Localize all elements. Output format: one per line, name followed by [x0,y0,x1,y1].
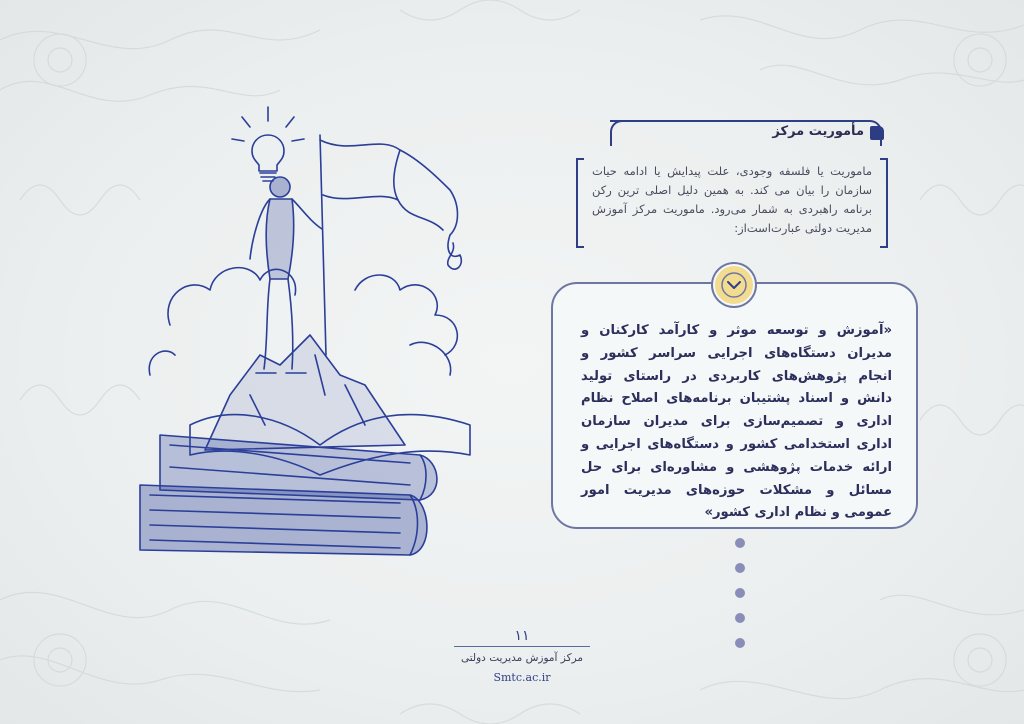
organization-name: مرکز آموزش مدیریت دولتی [460,652,584,664]
mission-quote-box [551,282,918,529]
dot [735,588,745,598]
footer-rule [454,646,590,647]
mission-text: «آموزش و توسعه موثر و کارآمد کارکنان و مدیران دستگاه‌های اجرایی سراسر کشور و انجام پژوهش‌های کاربردی در راستای تولید دانش و اسناد پشتیبان برنامه‌های اصلاح نظام اداری و تصمیم‌سازی برای مدیران سازمان اداری استخدامی کشور و دستگاه‌های اجرایی و ارائه خدمات پژوهشی و مشاوره‌ای برای حل مسائل و مشکلات حوزه‌های مدیریت امور عمومی و نظام اداری کشور» [581,323,892,521]
chevron-down-icon [713,264,755,306]
lightbulb-icon [232,107,304,181]
page-footer [452,628,592,688]
dot [735,613,745,623]
section-title: مأموریت مرکز [772,124,864,139]
bookmark-icon [870,126,884,140]
dot [735,638,745,648]
dot [735,563,745,573]
intro-block [576,158,888,246]
page-number: ۱۱ [514,628,530,644]
dot [735,538,745,548]
bracket-right [880,158,888,248]
decorative-dots [735,538,747,654]
intro-text: ماموریت یا فلسفه وجودی، علت پیدایش یا ادامه حیات سازمان را بیان می کند. به همین دلیل اصلی ترین رکن برنامه راهبردی به شمار می‌رود. ماموریت مرکز آموزش مدیریت دولتی عبارت‌است‌از: [592,164,872,235]
section-header [610,120,886,148]
person-with-flag-on-books-illustration [130,95,530,585]
website-link[interactable]: Smtc.ac.ir [493,671,551,684]
bracket-left [576,158,584,248]
